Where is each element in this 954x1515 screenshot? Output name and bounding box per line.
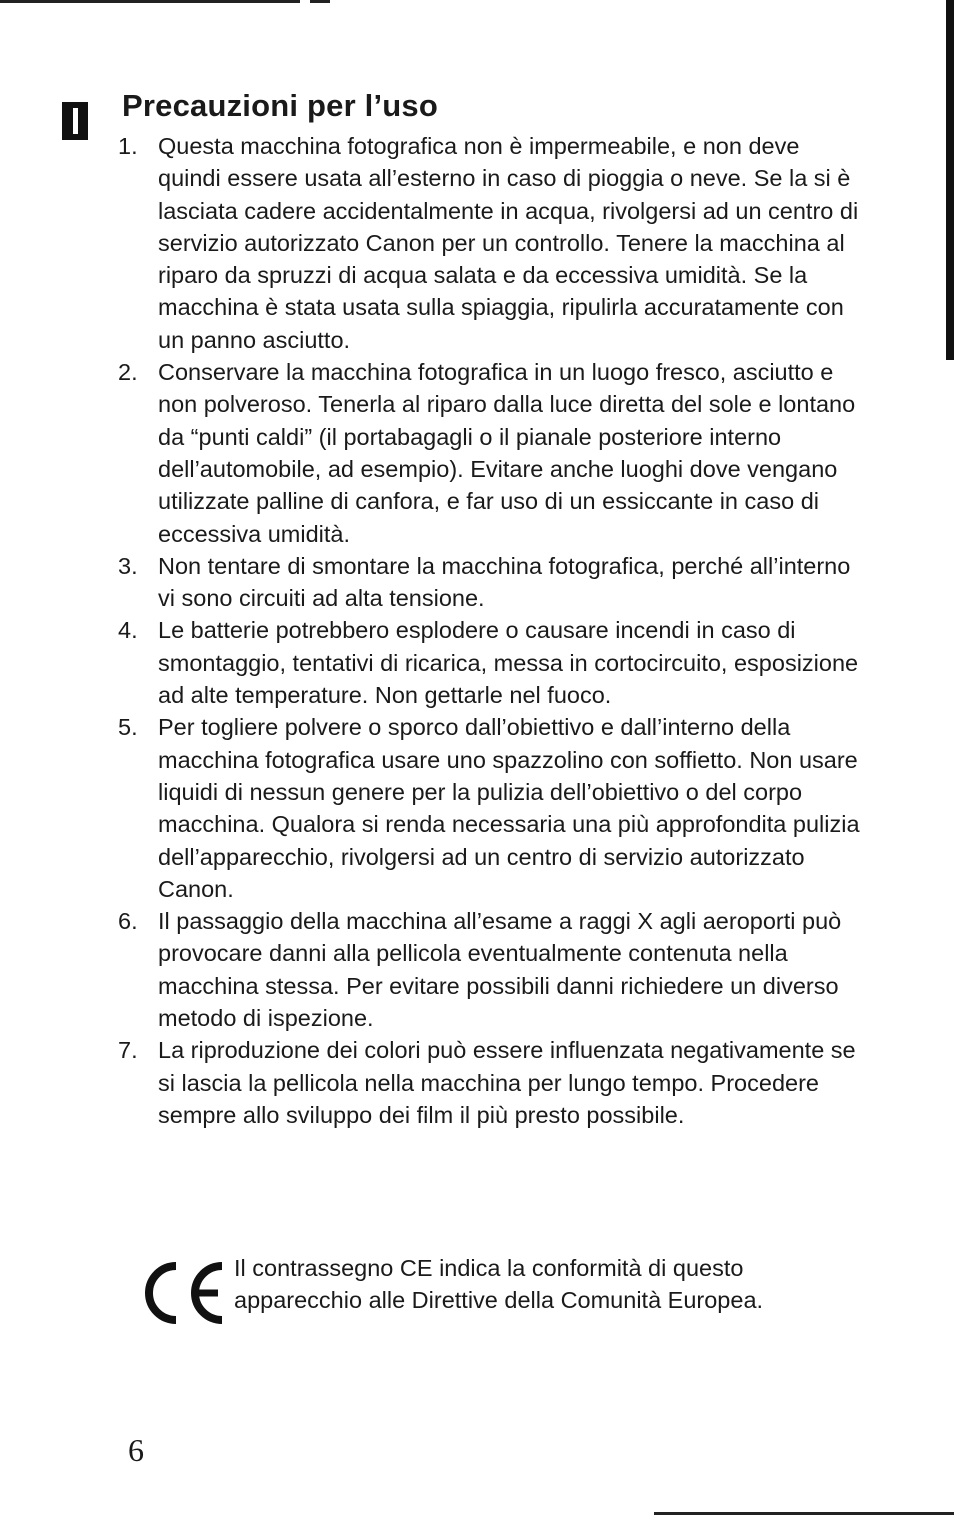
list-item bbox=[118, 905, 863, 1034]
list-item bbox=[118, 550, 863, 615]
list-item bbox=[118, 711, 863, 905]
list-item-number: 6. bbox=[118, 908, 138, 935]
list-item-text: Conservare la macchina fotografica in un luogo fresco, asciutto e non polveroso. Tenerla al riparo dalla luce diretta del sole e lontano da “punti caldi” (il portabagagli o il pianale posteriore interno dell’automobile, ad esempio). Evitare anche luoghi dove vengano utilizzate palline di canfora, e far uso di un essiccante in caso di eccessiva umidità. bbox=[158, 359, 856, 547]
list-item-text: Non tentare di smontare la macchina fotografica, perché all’interno vi sono circuiti ad alta tensione. bbox=[158, 552, 851, 612]
ce-notice-line-1: Il contrassegno CE indica la conformità di questo bbox=[234, 1255, 744, 1281]
ce-notice-text bbox=[234, 1252, 763, 1316]
scan-edge-top-fragment bbox=[310, 0, 330, 3]
list-item-text: La riproduzione dei colori può essere influenzata negativamente se si lascia la pellicola nella macchina per lungo tempo. Procedere sempre allo sviluppo dei film il più presto possibile. bbox=[158, 1037, 856, 1128]
list-item-number: 2. bbox=[118, 359, 138, 386]
list-item-number: 3. bbox=[118, 552, 138, 579]
list-item-text: Questa macchina fotografica non è impermeabile, e non deve quindi essere usata all’esterno in caso di pioggia o neve. Se la si è lasciata cadere accidentalmente in acqua, rivolgersi ad un centro di servizio autorizzato Canon per un controllo. Tenere la macchina al riparo da spruzzi di acqua salata e da eccessiva umidità. Se la macchina è stata usata sulla spiaggia, ripulirla accuratamente con un panno asciutto. bbox=[158, 133, 859, 353]
page-number: 6 bbox=[128, 1432, 144, 1468]
list-item bbox=[118, 356, 863, 550]
page-title: Precauzioni per l’uso bbox=[122, 88, 439, 123]
list-item-number: 7. bbox=[118, 1037, 138, 1064]
list-item bbox=[118, 1034, 863, 1131]
scan-edge-top bbox=[0, 0, 300, 3]
ce-notice-line-2: apparecchio alle Direttive della Comunità Europea. bbox=[234, 1287, 764, 1313]
list-item bbox=[118, 614, 863, 711]
list-item-text: Il passaggio della macchina all’esame a raggi X agli aeroporti può provocare danni alla pellicola eventualmente contenuta nella macchina stessa. Per evitare possibili danni richiedere un diverso metodo di ispezione. bbox=[158, 908, 842, 1032]
list-item-number: 4. bbox=[118, 617, 138, 644]
list-item bbox=[118, 130, 863, 356]
list-item-text: Per togliere polvere o sporco dall’obiettivo e dall’interno della macchina fotografica usare uno spazzolino con soffietto. Non usare liquidi di nessun genere per la pulizia dell’obiettivo o del corpo macchina. Qualora si renda necessaria una più approfondita pulizia dell’apparecchio, rivolgersi ad un centro di servizio autorizzato Canon. bbox=[158, 714, 860, 902]
list-item-number: 5. bbox=[118, 714, 138, 741]
list-item-text: Le batterie potrebbero esplodere o causare incendi in caso di smontaggio, tentativi di ricarica, messa in cortocircuito, esposizione ad alte temperature. Non gettarle nel fuoco. bbox=[158, 617, 859, 709]
section-number-one-icon bbox=[62, 102, 88, 140]
list-item-number: 1. bbox=[118, 133, 138, 159]
precautions-list bbox=[118, 130, 863, 1131]
ce-conformity-notice bbox=[140, 1252, 880, 1328]
scan-edge-right bbox=[946, 0, 954, 360]
ce-mark-icon bbox=[140, 1258, 230, 1328]
